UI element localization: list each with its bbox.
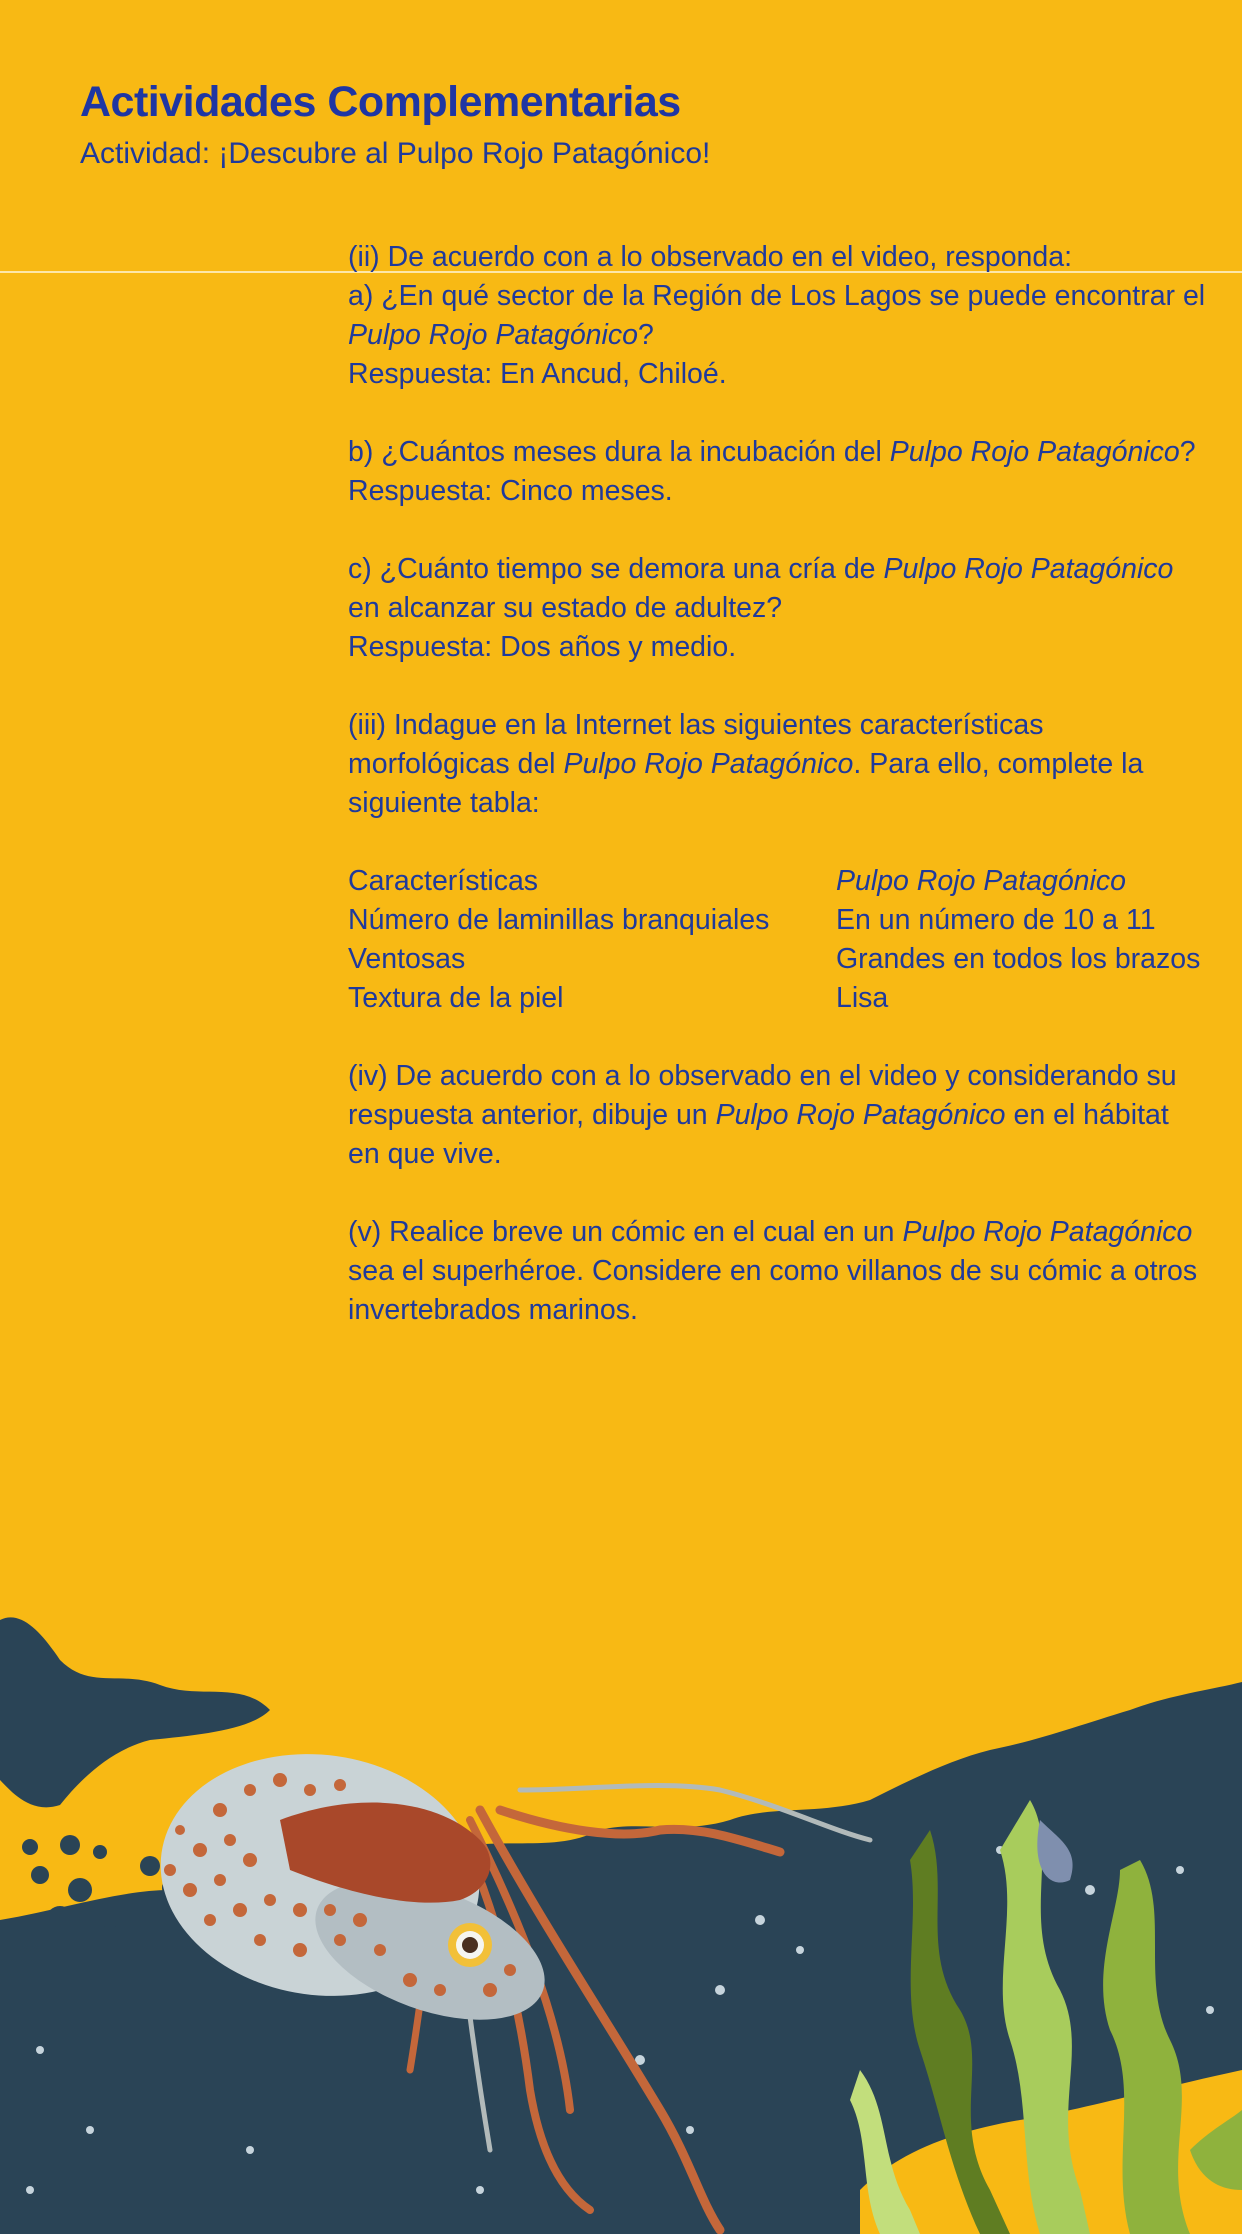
seabed-illustration: [0, 1590, 1242, 2234]
species-name: Pulpo Rojo Patagónico: [563, 748, 854, 780]
table-cell-label: Textura de la piel: [348, 982, 564, 1014]
activity-content: [348, 238, 1208, 1330]
question-v-end: sea el superhéroe. Considere en como villanos de su cómic a otros invertebrados marinos.: [348, 1255, 1198, 1326]
table-cell-value: En un número de 10 a 11: [836, 904, 1156, 936]
table-row: [348, 901, 1200, 940]
table-row: [348, 979, 1200, 1018]
species-name: Pulpo Rojo Patagónico: [902, 1216, 1193, 1248]
table-cell-label: Número de laminillas branquiales: [348, 904, 770, 936]
species-name: Pulpo Rojo Patagónico: [348, 319, 638, 351]
answer-b: Respuesta: Cinco meses.: [348, 475, 673, 507]
question-v: [348, 1213, 1208, 1330]
question-b: [348, 433, 1208, 472]
question-c-text: c) ¿Cuánto tiempo se demora una cría de: [348, 553, 884, 585]
question-iv-end: en el hábitat en que vive.: [348, 1099, 1169, 1170]
table-header-species: Pulpo Rojo Patagónico: [836, 865, 1126, 897]
table-row: [348, 940, 1200, 979]
table-cell-value: Lisa: [836, 982, 889, 1014]
species-name: Pulpo Rojo Patagónico: [883, 553, 1174, 585]
question-iii: [348, 706, 1208, 823]
morphology-table: [348, 862, 1200, 1018]
question-ii-intro: (ii) De acuerdo con a lo observado en el video, responda:: [348, 241, 1073, 273]
page-title: Actividades Complementarias: [80, 78, 681, 126]
question-c: [348, 550, 1208, 628]
question-c-end: en alcanzar su estado de adultez?: [348, 592, 783, 624]
question-iii-text: (iii) Indague en la Internet las siguientes características morfológicas del: [348, 709, 1044, 780]
page-subtitle: Actividad: ¡Descubre al Pulpo Rojo Patagónico!: [80, 137, 711, 170]
question-a-text: a) ¿En qué sector de la Región de Los Lagos se puede encontrar el: [348, 280, 1206, 312]
question-iv-text: (iv) De acuerdo con a lo observado en el video y considerando su respuesta anterior, dibuje un: [348, 1060, 1177, 1131]
question-v-text: (v) Realice breve un cómic en el cual en un: [348, 1216, 903, 1248]
table-cell-value: Grandes en todos los brazos: [836, 943, 1201, 975]
question-iv: [348, 1057, 1208, 1174]
table-cell-label: Ventosas: [348, 943, 466, 975]
question-iii-end: . Para ello, complete la siguiente tabla:: [348, 748, 1144, 819]
table-header-row: [348, 862, 1200, 901]
answer-a: Respuesta: En Ancud, Chiloé.: [348, 358, 727, 390]
question-a: [348, 277, 1208, 355]
species-name: Pulpo Rojo Patagónico: [889, 436, 1180, 468]
table-header-characteristics: Características: [348, 865, 539, 897]
species-name: Pulpo Rojo Patagónico: [715, 1099, 1006, 1131]
question-b-end: ?: [1179, 436, 1196, 468]
question-b-text: b) ¿Cuántos meses dura la incubación del: [348, 436, 890, 468]
question-a-end: ?: [637, 319, 654, 351]
answer-c: Respuesta: Dos años y medio.: [348, 631, 737, 663]
